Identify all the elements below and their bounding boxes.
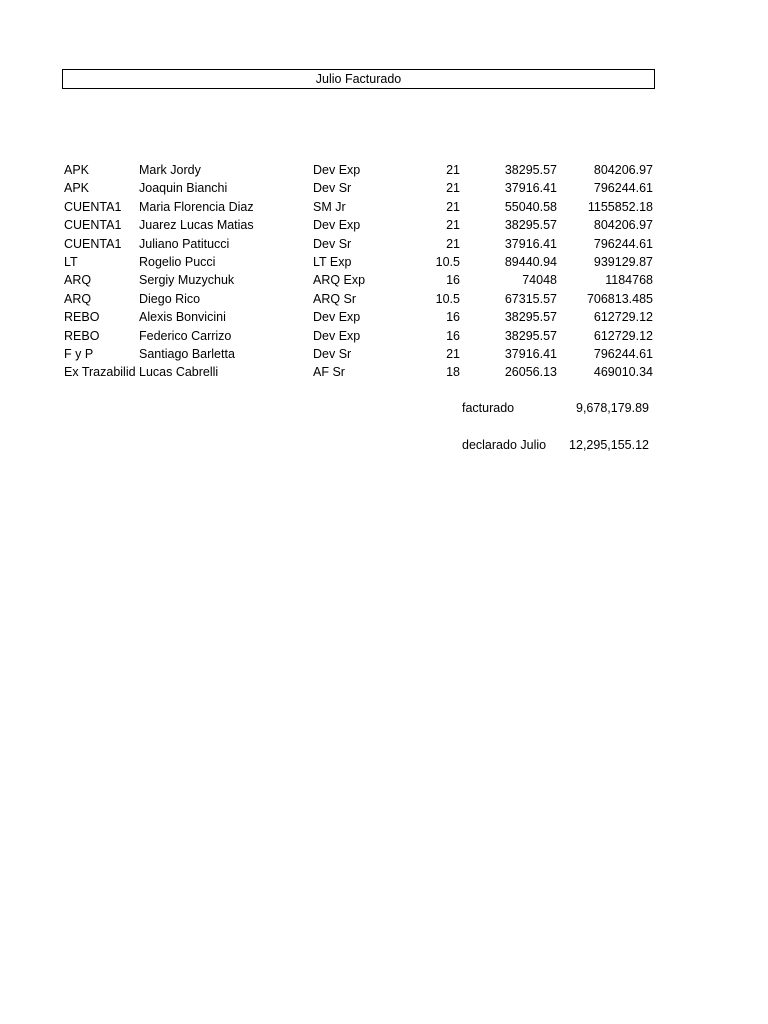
table-row: [0, 327, 768, 345]
cell-account: REBO: [64, 310, 100, 325]
cell-name: Juliano Patitucci: [139, 236, 230, 251]
cell-name: Joaquin Bianchi: [139, 181, 228, 196]
cell-account: ARQ: [64, 291, 92, 306]
cell-days: 21: [446, 199, 460, 214]
cell-days: 10.5: [435, 291, 460, 306]
sheet-title: Julio Facturado: [62, 69, 655, 89]
table-row: [0, 345, 768, 363]
cell-days: 21: [446, 346, 460, 361]
cell-account: CUENTA1: [64, 199, 122, 214]
cell-account: F y P: [64, 346, 94, 361]
declarado-value: 12,295,155.12: [569, 438, 649, 452]
cell-days: 16: [446, 328, 460, 343]
cell-role: LT Exp: [313, 254, 352, 269]
cell-name: Rogelio Pucci: [139, 254, 216, 269]
cell-days: 21: [446, 236, 460, 251]
cell-days: 21: [446, 218, 460, 233]
cell-account: CUENTA1: [64, 218, 122, 233]
cell-role: AF Sr: [313, 365, 345, 380]
cell-rate: 38295.57: [504, 218, 557, 233]
cell-days: 16: [446, 310, 460, 325]
cell-name: Diego Rico: [139, 291, 201, 306]
cell-total: 796244.61: [593, 236, 653, 251]
table-row: [0, 363, 768, 381]
table-row: [0, 235, 768, 253]
cell-name: Federico Carrizo: [139, 328, 232, 343]
cell-days: 18: [446, 365, 460, 380]
table-row: [0, 290, 768, 308]
cell-name: Juarez Lucas Matias: [139, 218, 254, 233]
cell-role: Dev Exp: [313, 218, 361, 233]
cell-total: 796244.61: [593, 346, 653, 361]
table-row: [0, 161, 768, 179]
cell-role: ARQ Sr: [313, 291, 357, 306]
table-row: [0, 179, 768, 197]
cell-days: 21: [446, 181, 460, 196]
cell-days: 16: [446, 273, 460, 288]
cell-total: 1155852.18: [587, 199, 653, 214]
cell-role: ARQ Exp: [313, 273, 366, 288]
declarado-label: declarado Julio: [462, 438, 547, 452]
cell-account: LT: [64, 254, 78, 269]
cell-name: Maria Florencia Diaz: [139, 199, 254, 214]
cell-account: CUENTA1: [64, 236, 122, 251]
cell-account: REBO: [64, 328, 100, 343]
cell-role: Dev Sr: [313, 346, 352, 361]
cell-name: Sergiy Muzychuk: [139, 273, 235, 288]
table-row: [0, 253, 768, 271]
cell-rate: 38295.57: [504, 328, 557, 343]
cell-rate: 26056.13: [504, 365, 557, 380]
table-row: [0, 308, 768, 326]
cell-total: 796244.61: [593, 181, 653, 196]
table-row: [0, 271, 768, 289]
cell-total: 706813.485: [586, 291, 653, 306]
cell-rate: 74048: [522, 273, 557, 288]
cell-name: Lucas Cabrelli: [139, 365, 219, 380]
billing-table: [0, 161, 768, 382]
cell-rate: 37916.41: [504, 236, 557, 251]
cell-days: 10.5: [435, 254, 460, 269]
cell-days: 21: [446, 163, 460, 177]
cell-total: 804206.97: [593, 163, 653, 177]
facturado-value: 9,678,179.89: [576, 401, 649, 415]
cell-role: Dev Exp: [313, 310, 361, 325]
cell-rate: 38295.57: [504, 310, 557, 325]
cell-total: 612729.12: [593, 310, 653, 325]
cell-role: Dev Exp: [313, 163, 361, 177]
cell-total: 939129.87: [593, 254, 653, 269]
cell-name: Santiago Barletta: [139, 346, 235, 361]
cell-rate: 55040.58: [504, 199, 557, 214]
cell-total: 469010.34: [593, 365, 653, 380]
cell-total: 1184768: [605, 273, 653, 288]
table-row: [0, 216, 768, 234]
cell-rate: 67315.57: [504, 291, 557, 306]
cell-role: Dev Sr: [313, 236, 352, 251]
cell-account: APK: [64, 163, 90, 177]
cell-name: Alexis Bonvicini: [139, 310, 226, 325]
cell-role: Dev Sr: [313, 181, 352, 196]
cell-rate: 37916.41: [504, 181, 557, 196]
cell-account: ARQ: [64, 273, 92, 288]
cell-account: Ex Trazabilid: [64, 365, 136, 380]
cell-role: Dev Exp: [313, 328, 361, 343]
cell-total: 804206.97: [593, 218, 653, 233]
cell-account: APK: [64, 181, 90, 196]
cell-name: Mark Jordy: [139, 163, 201, 177]
cell-role: SM Jr: [313, 199, 346, 214]
cell-rate: 37916.41: [504, 346, 557, 361]
cell-total: 612729.12: [593, 328, 653, 343]
cell-rate: 89440.94: [504, 254, 557, 269]
facturado-label: facturado: [462, 401, 515, 415]
table-row: [0, 198, 768, 216]
cell-rate: 38295.57: [504, 163, 557, 177]
